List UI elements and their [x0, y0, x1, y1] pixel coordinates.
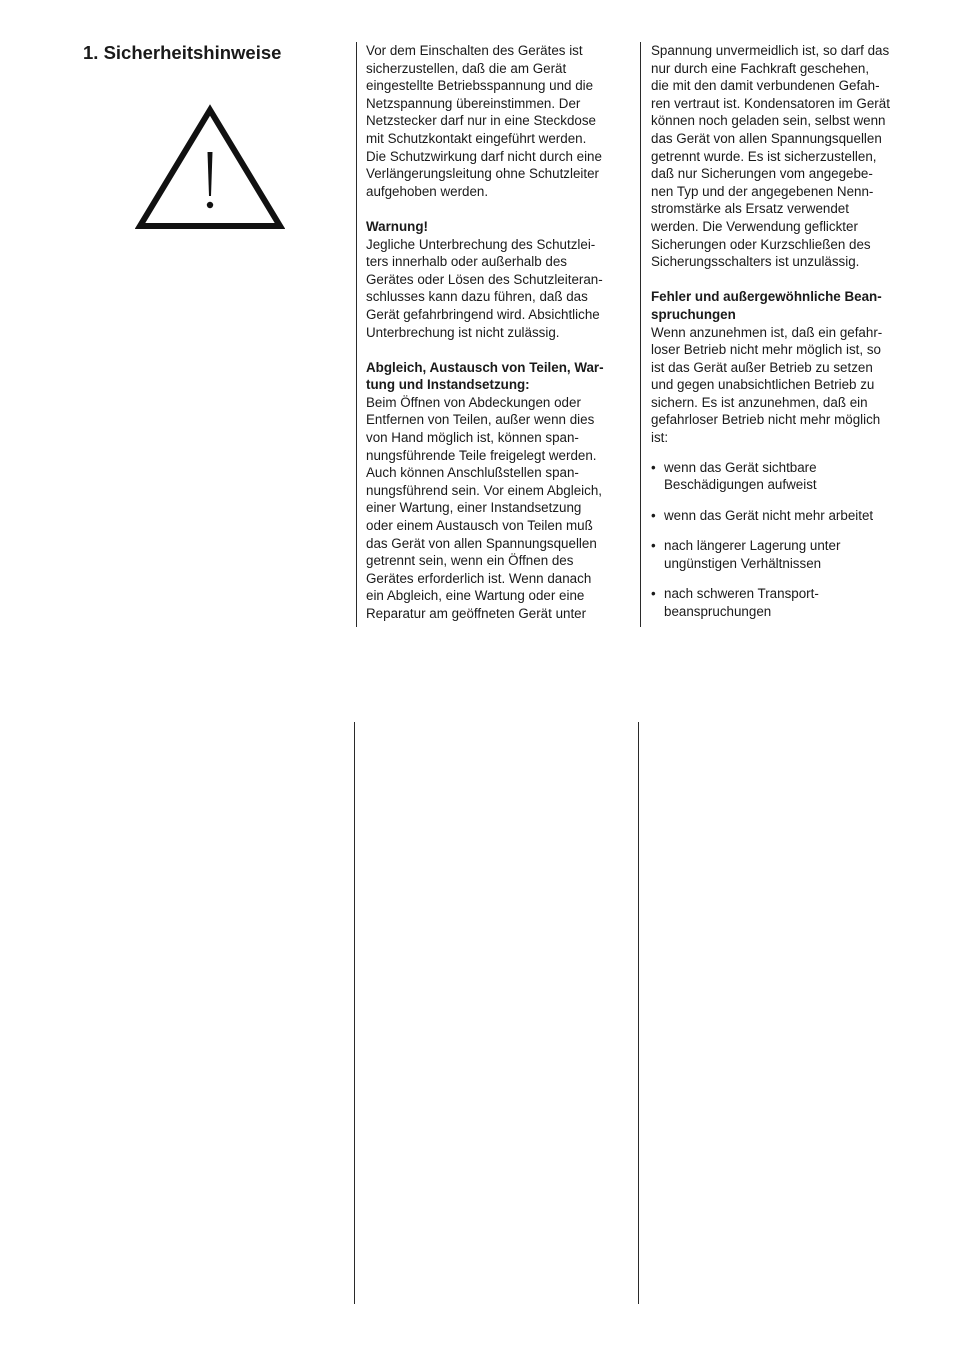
section-title: 1. Sicherheitshinweise — [83, 42, 282, 63]
list-item: • wenn das Gerät sichtbare Beschädigungen aufweist — [651, 459, 913, 494]
fault-conditions-list — [651, 459, 913, 621]
continuation-paragraph: Spannung unvermeidlich ist, so darf das nur durch eine Fachkraft geschehen, die mit den damit verbundenen Gefah- ren vertraut ist. Kondensatoren im Gerät können noch geladen sein, selbst wenn das Gerät von allen Spannungsquellen getrennt wurde. Es ist sicherzustellen, daß nur Sicherungen vom angegebe- nen Typ und der angegebenen Nenn- stromstärke als Ersatz verwendet werden. Die Verwendung geflickter Sicherungen oder Kurzschließen des Sicherungsschalters ist unzulässig. — [651, 43, 890, 270]
warning-triangle-icon — [135, 104, 285, 232]
list-item: • wenn das Gerät nicht mehr arbeitet — [651, 507, 913, 525]
column-divider-2 — [640, 42, 641, 627]
list-item: • nach längerer Lagerung unter ungünstigen Verhältnissen — [651, 537, 913, 572]
warning-paragraph: Jegliche Unterbrechung des Schutzlei- ters innerhalb oder außerhalb des Gerätes oder Lösen des Schutzleiteran- schlusses kann dazu führen, daß das Gerät gefahrbringend wird. Absichtliche Unterbrechung ist nicht zulässig. — [366, 236, 603, 340]
fault-block — [651, 288, 913, 446]
list-item: • nach schweren Transport- beanspruchungen — [651, 585, 913, 620]
service-block — [366, 359, 634, 623]
text-column-2 — [651, 42, 913, 633]
warning-block — [366, 218, 634, 341]
warning-heading: Warnung! — [366, 218, 428, 234]
fault-paragraph: Wenn anzunehmen ist, daß ein gefahr- loser Betrieb nicht mehr möglich ist, so ist das Gerät außer Betrieb zu setzen und gegen unabsichtlichen Betrieb zu sichern. Es ist anzunehmen, daß ein gefahrloser Betrieb nicht mehr möglich ist: — [651, 324, 883, 446]
column-divider-4 — [638, 722, 639, 1304]
intro-paragraph: Vor dem Einschalten des Gerätes ist sicherzustellen, daß die am Gerät eingestellte Betriebsspannung und die Netzspannung übereinstimmen. Der Netzstecker darf nur in eine Steckdose mit Schutzkontakt eingeführt werden. Die Schutzwirkung darf nicht durch eine Verlängerungsleitung ohne Schutzleiter aufgehoben werden. — [366, 43, 602, 199]
service-heading: Abgleich, Austausch von Teilen, War- tung und Instandsetzung: — [366, 359, 604, 393]
column-divider-3 — [354, 722, 355, 1304]
column-divider-1 — [356, 42, 357, 627]
fault-heading: Fehler und außergewöhnliche Bean- spruchungen — [651, 289, 882, 322]
text-column-1 — [366, 42, 634, 623]
service-paragraph: Beim Öffnen von Abdeckungen oder Entfernen von Teilen, außer wenn dies von Hand möglich ist, können span- nungsführende Teile freigelegt werden. Auch können Anschlußstellen span- nungsführend sein. Vor einem Abgleich, einer Wartung, einer Instandsetzung oder einem Austausch von Teilen muß das Gerät von allen Spannungsquellen getrennt sein, wenn ein Öffnen des Gerätes erforderlich ist. Wenn danach ein Abgleich, eine Wartung oder eine Reparatur am geöffneten Gerät unter — [366, 394, 602, 621]
